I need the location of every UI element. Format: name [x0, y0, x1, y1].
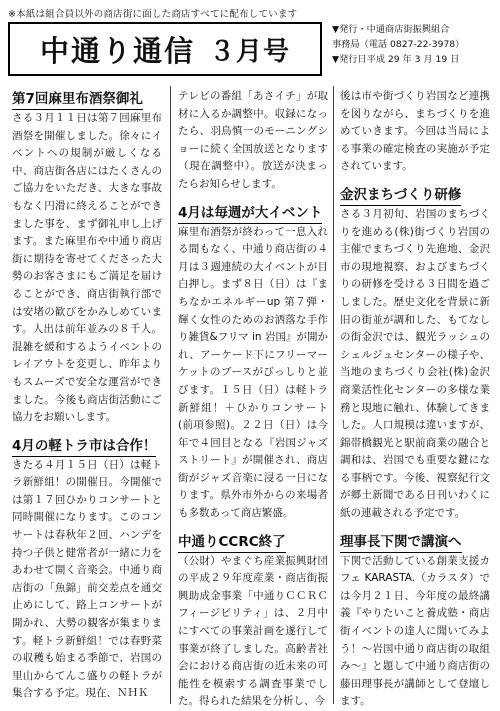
newsletter-title: 中通り通信: [39, 33, 195, 68]
article-heading: 第7回麻里布酒祭御礼: [12, 90, 143, 110]
publish-date-line: ▼発行日平成 29 年 3 月 19 日: [332, 54, 460, 65]
article-heading: 中通りCCRC終了: [178, 533, 286, 553]
article-body: 麻里布酒祭が終わって一息入れる間もなく、中通り商店街の４月は３週連続の大イベントが目白押し。まず８日（日）は『まちなかエネルギーup 第７弾・輝く女性のためのお洒落な手作り雑貨&フリマ in 岩国』が開かれ、アーケード下にフリーマーケットのブースがびっしりと並びます。１５日（日）は軽トラ新鮮組！＋ひかりコンサート(前項参照)。２２日（日）は今年で４回目となる『岩国ジャズストリート』が開催され、商店街がジャズ音楽に浸る一日になります。県外市外からの来場者も多数あって商店繁盛。: [178, 225, 328, 520]
masthead: [8, 22, 322, 76]
article-body: きたる４月１５日（日）は軽トラ新鮮組！の開催日。今開催では第１７回ひかりコンサートと同時開催になります。このコンサートは春秋年２回、ハンデを持つ子供と健常者が一緒に力をあわせて開く音楽会。中通り商店街の「魚錦」前交差点を通交止めにして、路上コンサートが開かれ、大勢の観客が集まります。軽トラ新鮮組！では春野菜の収穫も始まる季節で、岩国の里山からてんこ盛りの軽トラが集合する予定。現在、ＮＨＫ: [12, 458, 162, 700]
article-body: さる３月１１日は第７回麻里布酒祭を開催しました。徐々にイベントへの規制が厳しくなる中、商店街各店にはたくさんのご協力をいただき、大きな事故もなく円滑に終えることができました事を、まず御礼申し上げます。また麻里布や中通り商店街に期待を寄せてくださった大勢のお客さまにもご満足を届けることができ、商店街執行部では安堵の歓びをかみしめています。人出は前年並みの８千人。混雑を緩和するようイベントのレイアウトを変更し、昨年よりもスムーズで安全な運営ができました。今後も商店街活動にご協力をお願いします。: [12, 112, 162, 424]
publisher-line: ▼発行・中通商店街振興組合: [332, 24, 450, 35]
column-1: [12, 88, 162, 700]
office-phone-line: 事務局（電話 0827-22-3978）: [332, 39, 465, 50]
article-heading: 4月の軽トラ市は合作！: [12, 437, 156, 457]
article-heading: 金沢まちづくり研修: [340, 186, 461, 206]
article-body-continued: テレビの番組「あさイチ」が取材に入るか調整中。収録になったら、羽鳥慎一のモーニングショーに続く全国放送となります（現在調整中）。放送が決まったらお知らせします。: [178, 90, 328, 190]
distribution-note: ※本紙は組合員以外の商店街に面した商店すべてに配布しています: [8, 9, 298, 20]
article-heading: 4月は毎週が大イベント: [178, 204, 322, 224]
column-divider: [170, 86, 171, 704]
column-2: [178, 88, 328, 708]
column-3: [340, 88, 490, 708]
issue-label: ３月号: [209, 36, 291, 67]
article-body: さる３月初旬、岩国のまちづくりを進める(株)街づくり岩国の主催でまちづくり先進地、金沢市の現地視察、およびまちづくりの研修を受ける３日間を過ごしました。歴史文化を背景に新旧の街並が調和した、もてなしの街金沢では、観光ラッシュのシェルジュセンターの様子や、当地のまちづくり会社(株)金沢商業活性化センターの多様な業務と現地に触れ、体験してきました。人口規模は違いますが、錦帯橋観光と駅前商業の融合と調和は、岩国でも重要な鍵になる事柄です。今後、視察紀行文が郷土新聞である日刊いわくに紙の連載される予定です。: [340, 207, 490, 520]
article-body: （公財）やまぐち産業振興財団の平成２９年度産業・商店街振興助成金事業「中通りＣＣＲＣフィージビリティ」は、２月中にすべての事業計画を遂行して事業が終了しました。高齢者社会における商店街の近未来の可能性を模索する調査事業でした。得られた結果を分析し、今: [178, 554, 328, 708]
column-divider: [333, 86, 334, 704]
article-body: 下関で活動している創業支援カフェ KARASTA.（カラスタ）では今月２１日、今年度の最終講義『やりたいこと養成塾・商店街イベントの達人に聞いてみよう！～岩国中通り商店街の取組み～』と題して中通り商店街の藤田理事長が講師として登壇します。: [340, 554, 490, 708]
article-heading: 理事長下関で講演へ: [340, 533, 462, 553]
publisher-info: [332, 22, 492, 67]
article-body-continued: 後は市や街づくり岩国など連携を図りながら、まちづくりを進めていきます。今回は当局による事業の確定検査の実施が予定されています。: [340, 90, 490, 173]
